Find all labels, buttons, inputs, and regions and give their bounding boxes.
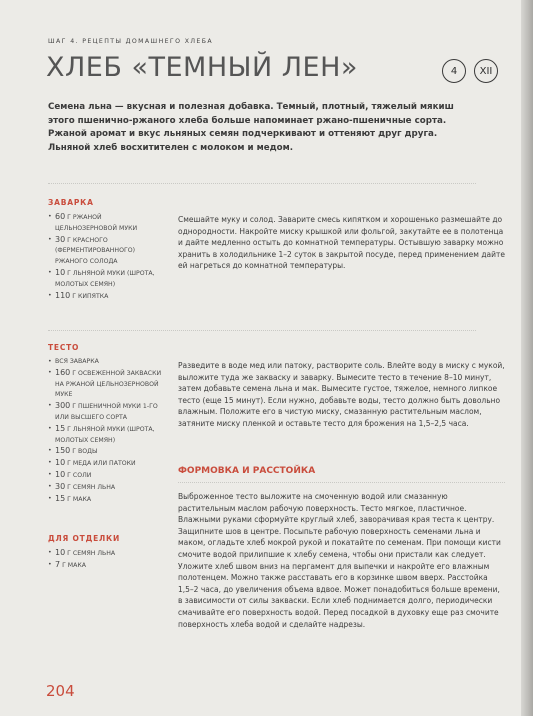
- otdelka-heading: ДЛЯ ОТДЕЛКИ: [48, 534, 121, 543]
- zavarka-heading: ЗАВАРКА: [48, 198, 94, 207]
- ingredient-text: Г КРАСНОГО (ФЕРМЕНТИРОВАННОГО) РЖАНОГО СОЛОДА: [55, 236, 136, 266]
- ingredient-text: Г ЛЬНЯНОЙ МУКИ (ШРОТА, МОЛОТЫХ СЕМЯН): [55, 269, 155, 288]
- ingredient-text: Г ОСВЕЖЕННОЙ ЗАКВАСКИ НА РЖАНОЙ ЦЕЛЬНОЗЕРНОВОЙ МУКЕ: [55, 369, 162, 399]
- ingredient-item: [48, 470, 162, 482]
- otdelka-ingredients: [48, 548, 162, 572]
- divider: [48, 330, 476, 331]
- ingredient-text: Г СЕМЯН ЛЬНА: [67, 483, 116, 491]
- ingredient-quantity: 7: [55, 559, 61, 569]
- ingredient-text: Г СОЛИ: [67, 471, 92, 479]
- ingredient-text: Г ПШЕНИЧНОЙ МУКИ 1-ГО ИЛИ ВЫСШЕГО СОРТА: [55, 403, 158, 421]
- ingredient-quantity: 10: [55, 548, 66, 557]
- ingredient-item: [48, 548, 162, 560]
- ingredient-item: [48, 235, 162, 268]
- intro-paragraph: Семена льна — вкусная и полезная добавка. Темный, плотный, тяжелый мякиш этого пшенично-ржаного хлеба больше напоминает ржано-пшеничные сорта. Ржаной аромат и вкус льняных семян подчеркивают и оттеняют друг друга. Льняной хлеб восхитителен с молоком и медом.: [48, 102, 454, 153]
- ingredient-quantity: 30: [55, 481, 66, 491]
- zavarka-ingredients: [48, 212, 162, 302]
- ingredient-item: [48, 446, 162, 458]
- page-number: 204: [46, 682, 75, 700]
- ingredient-item: [48, 560, 162, 572]
- ingredient-text: Г ВОДЫ: [72, 448, 98, 456]
- testo-instructions: Разведите в воде мед или патоку, растворите соль. Влейте воду в миску с мукой, выложите туда же закваску и заварку. Вымесите тесто в течение 8–10 минут, затем добавьте семена льна и мак. Вымесите густое, тяжелое, немного липкое тесто (еще 15 минут). Если нужно, добавьте воды, тесто должно быть довольно влажным. Положите его в чистую миску, смазанную растительным маслом, затяните миску пленкой и оставьте тесто для брожения на 1,5–2,5 часа.: [178, 361, 505, 428]
- ingredient-text: Г СЕМЯН ЛЬНА: [67, 550, 116, 557]
- testo-ingredients: [48, 357, 162, 505]
- ingredient-text: Г МЕДА ИЛИ ПАТОКИ: [67, 460, 136, 468]
- divider: [48, 183, 476, 184]
- section-header: ШАГ 4. РЕЦЕПТЫ ДОМАШНЕГО ХЛЕБА: [48, 38, 214, 45]
- ingredient-quantity: 10: [55, 458, 66, 468]
- ingredient-text: Г КИПЯТКА: [72, 292, 109, 300]
- formovka-heading: ФОРМОВКА И РАССТОЙКА: [178, 466, 316, 476]
- ingredient-text: Г МАКА: [67, 495, 92, 503]
- ingredient-item: [48, 357, 162, 368]
- ingredient-item: [48, 401, 162, 424]
- ingredient-quantity: 10: [55, 267, 66, 277]
- book-spine-shadow: [521, 0, 533, 716]
- chapter-badge: XII: [474, 59, 498, 83]
- ingredient-quantity: 300: [55, 401, 71, 411]
- ingredient-item: [48, 212, 162, 235]
- testo-heading: ТЕСТО: [48, 343, 80, 352]
- formovka-instructions: Выброженное тесто выложите на смоченную водой или смазанную растительным маслом рабочую поверхность. Тесто мягкое, пластичное. Влажными руками сформуйте круглый хлеб, заворачивая края теста к центру. Защипните шов в центре. Посыпьте рабочую поверхность семенами льна и маком, огладьте хлеб мокрой рукой и покатайте по семенам. При помощи кисти смочите водой прилипшие к хлебу семена, чтобы они пристали как следует. Уложите хлеб швом вниз на пергамент для выпечки и накройте его влажным полотенцем. Можно также расставать его в корзинке швом вверх. Расстойка 1,5–2 часа, до увеличения объема вдвое. Может понадобиться больше времени, в зависимости от силы закваски. Если хлеб поднимается долго, периодически смачивайте его поверхность водой. Перед посадкой в духовку еще раз смочите поверхность хлеба водой и сделайте надрезы.: [178, 492, 501, 629]
- ingredient-text: Г РЖАНОЙ ЦЕЛЬНОЗЕРНОВОЙ МУКИ: [55, 214, 138, 232]
- ingredient-text: Г ЛЬНЯНОЙ МУКИ (ШРОТА, МОЛОТЫХ СЕМЯН): [55, 425, 155, 444]
- ingredient-quantity: 15: [55, 423, 66, 433]
- ingredient-quantity: 60: [55, 212, 66, 221]
- ingredient-item: [48, 494, 162, 506]
- ingredient-item: [48, 368, 162, 401]
- recipe-title: ХЛЕБ «ТЕМНЫЙ ЛЕН»: [46, 52, 358, 83]
- ingredient-item: [48, 268, 162, 291]
- ingredient-quantity: 10: [55, 469, 66, 479]
- zavarka-instructions: Смешайте муку и солод. Заварите смесь кипятком и хорошенько размешайте до однородности. Накройте миску крышкой или фольгой, закутайте ее в полотенца и дайте медленно остыть до комнатной температуры. Остывшую заварку можно хранить в холодильнике 1–2 суток в закрытой посуде, перед применением дайте ей нагреться до комнатной температуры.: [178, 215, 505, 271]
- ingredient-quantity: 30: [55, 234, 66, 244]
- ingredient-item: [48, 458, 162, 470]
- intro-text: [48, 101, 476, 155]
- ingredient-quantity: 110: [55, 290, 71, 300]
- step-badge: 4: [442, 59, 466, 83]
- ingredient-item: [48, 482, 162, 494]
- ingredient-text: Г МАКА: [62, 561, 86, 569]
- divider: [178, 482, 505, 483]
- ingredient-quantity: 160: [55, 367, 71, 377]
- ingredient-text: ВСЯ ЗАВАРКА: [55, 358, 99, 365]
- ingredient-item: [48, 291, 162, 303]
- ingredient-quantity: 150: [55, 446, 71, 456]
- ingredient-item: [48, 424, 162, 447]
- ingredient-quantity: 15: [55, 493, 66, 503]
